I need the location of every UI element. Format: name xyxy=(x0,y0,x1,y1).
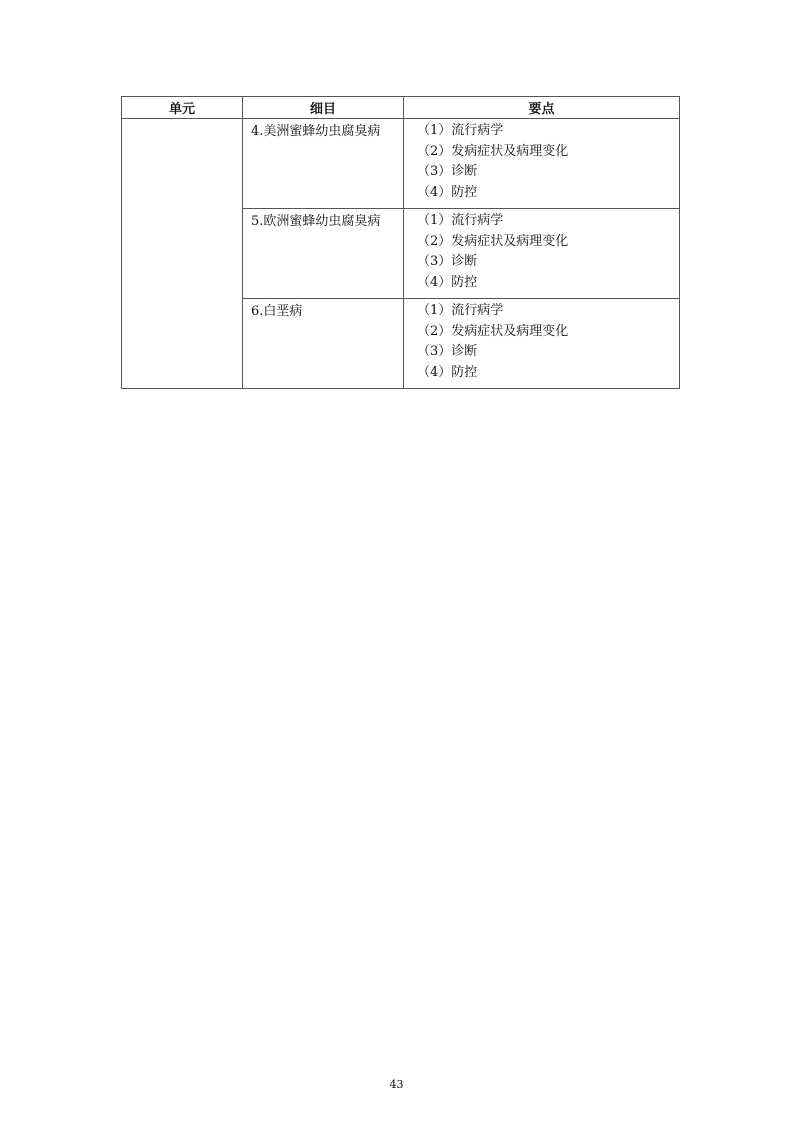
unit-cell xyxy=(122,119,243,389)
point-item: （2）发病症状及病理变化 xyxy=(417,143,569,159)
point-item: （4）防控 xyxy=(417,364,478,380)
point-item: （2）发病症状及病理变化 xyxy=(417,323,569,339)
point-item: （4）防控 xyxy=(417,184,478,200)
point-item: （1）流行病学 xyxy=(417,303,504,318)
point-item: （4）防控 xyxy=(417,274,478,290)
syllabus-table xyxy=(121,96,680,389)
item-text: 6.白垩病 xyxy=(251,304,303,319)
item-cell xyxy=(243,299,404,389)
item-text: 4.美洲蜜蜂幼虫腐臭病 xyxy=(251,124,381,139)
points-cell xyxy=(404,119,680,209)
header-unit: 单元 xyxy=(122,97,243,119)
header-item: 细目 xyxy=(243,97,404,119)
header-points: 要点 xyxy=(404,97,680,119)
page-number: 43 xyxy=(389,1078,404,1091)
point-item: （1）流行病学 xyxy=(417,213,504,228)
point-item: （3）诊断 xyxy=(417,254,478,269)
point-item: （3）诊断 xyxy=(417,164,478,179)
item-cell xyxy=(243,209,404,299)
table-row xyxy=(122,119,680,209)
item-text: 5.欧洲蜜蜂幼虫腐臭病 xyxy=(251,214,381,229)
point-item: （1）流行病学 xyxy=(417,123,504,138)
points-cell xyxy=(404,209,680,299)
table-header-row xyxy=(122,97,680,119)
point-item: （2）发病症状及病理变化 xyxy=(417,233,569,249)
points-list xyxy=(404,119,679,203)
point-item: （3）诊断 xyxy=(417,344,478,359)
points-list xyxy=(404,299,679,383)
points-list xyxy=(404,209,679,293)
item-cell xyxy=(243,119,404,209)
points-cell xyxy=(404,299,680,389)
